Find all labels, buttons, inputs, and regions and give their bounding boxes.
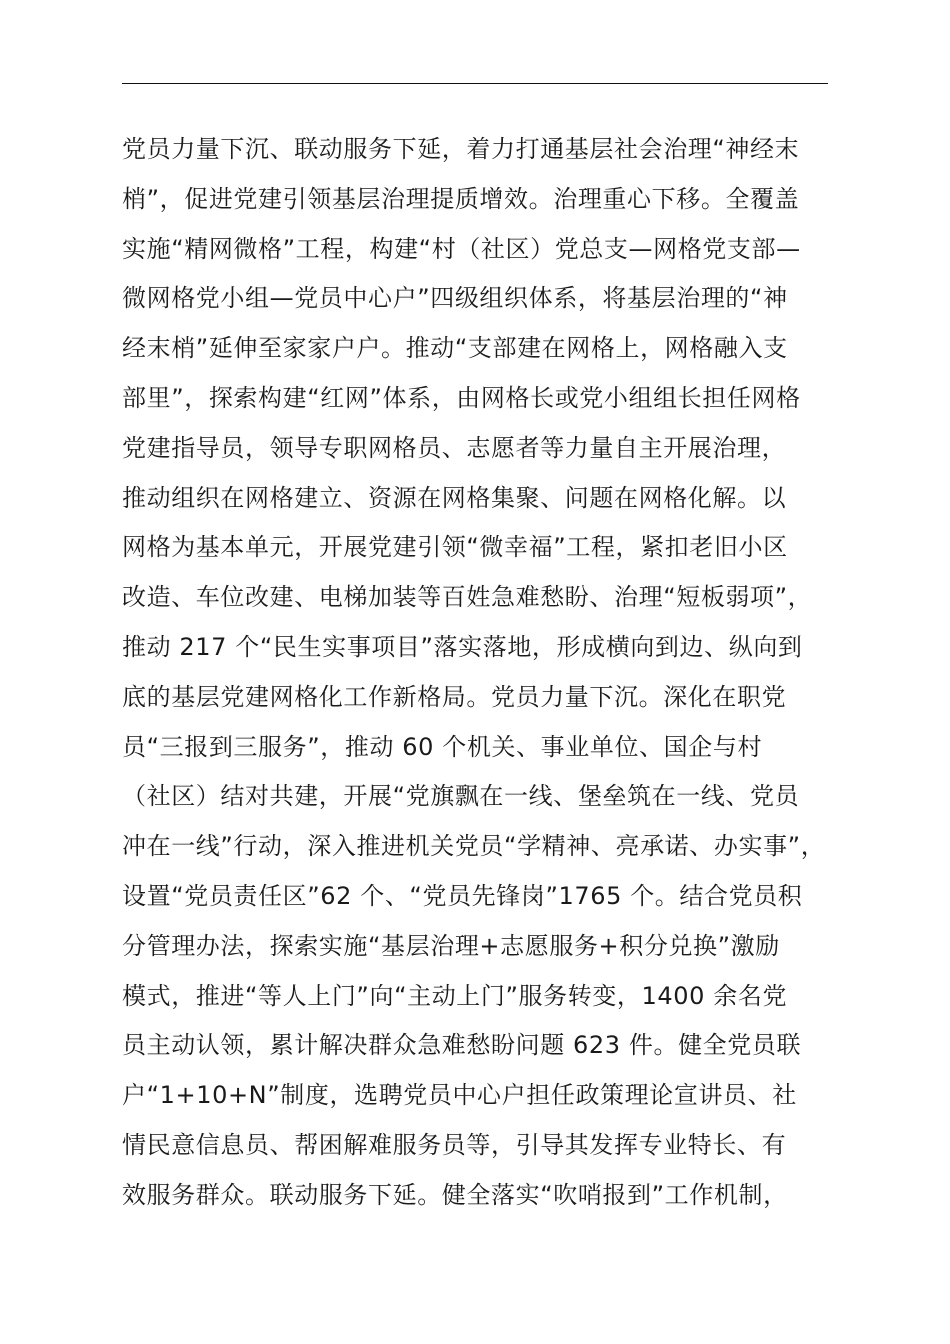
text-line: 改造、车位改建、电梯加装等百姓急难愁盼、治理“短板弱项”， xyxy=(122,583,813,612)
text-line: 党建指导员，领导专职网格员、志愿者等力量自主开展治理， xyxy=(122,433,787,462)
text-line: 网格为基本单元，开展党建引领“微幸福”工程，紧扣老旧小区 xyxy=(122,533,788,562)
text-line: 员主动认领，累计解决群众急难愁盼问题 623 件。健全党员联 xyxy=(122,1031,802,1060)
text-line: 党员力量下沉、联动服务下延，着力打通基层社会治理“神经末 xyxy=(122,135,800,163)
text-line: 员“三报到三服务”，推动 60 个机关、事业单位、国企与村 xyxy=(122,732,763,761)
text-line: 底的基层党建网格化工作新格局。党员力量下沉。深化在职党 xyxy=(122,682,787,711)
text-line: 梢”，促进党建引领基层治理提质增效。治理重心下移。全覆盖 xyxy=(122,184,800,213)
text-line: 设置“党员责任区”62 个、“党员先锋岗”1765 个。结合党员积 xyxy=(122,881,803,910)
text-line: 经末梢”延伸至家家户户。推动“支部建在网格上，网格融入支 xyxy=(122,334,788,363)
text-line: 分管理办法，探索实施“基层治理+志愿服务+积分兑换”激励 xyxy=(122,931,780,960)
text-line: 推动组织在网格建立、资源在网格集聚、问题在网格化解。以 xyxy=(122,483,787,512)
text-line: 部里”，探索构建“红网”体系，由网格长或党小组组长担任网格 xyxy=(122,383,801,412)
text-line: 微网格党小组—党员中心户”四级组织体系，将基层治理的“神 xyxy=(122,284,788,313)
text-line: 冲在一线”行动，深入推进机关党员“学精神、亮承诺、办实事”， xyxy=(122,832,826,861)
header-rule xyxy=(122,83,828,84)
text-line: （社区）结对共建，开展“党旗飘在一线、堡垒筑在一线、党员 xyxy=(122,782,800,811)
document-body xyxy=(122,125,842,1221)
text-line: 效服务群众。联动服务下延。健全落实“吹哨报到”工作机制， xyxy=(122,1180,788,1209)
text-line: 实施“精网微格”工程，构建“村（社区）党总支—网格党支部— xyxy=(122,234,801,263)
text-line: 推动 217 个“民生实事项目”落实落地，形成横向到边、纵向到 xyxy=(122,632,803,661)
text-line: 情民意信息员、帮困解难服务员等，引导其发挥专业特长、有 xyxy=(122,1130,787,1159)
text-line: 户“1+10+N”制度，选聘党员中心户担任政策理论宣讲员、社 xyxy=(122,1081,797,1110)
text-line: 模式，推进“等人上门”向“主动上门”服务转变，1400 余名党 xyxy=(122,981,788,1010)
